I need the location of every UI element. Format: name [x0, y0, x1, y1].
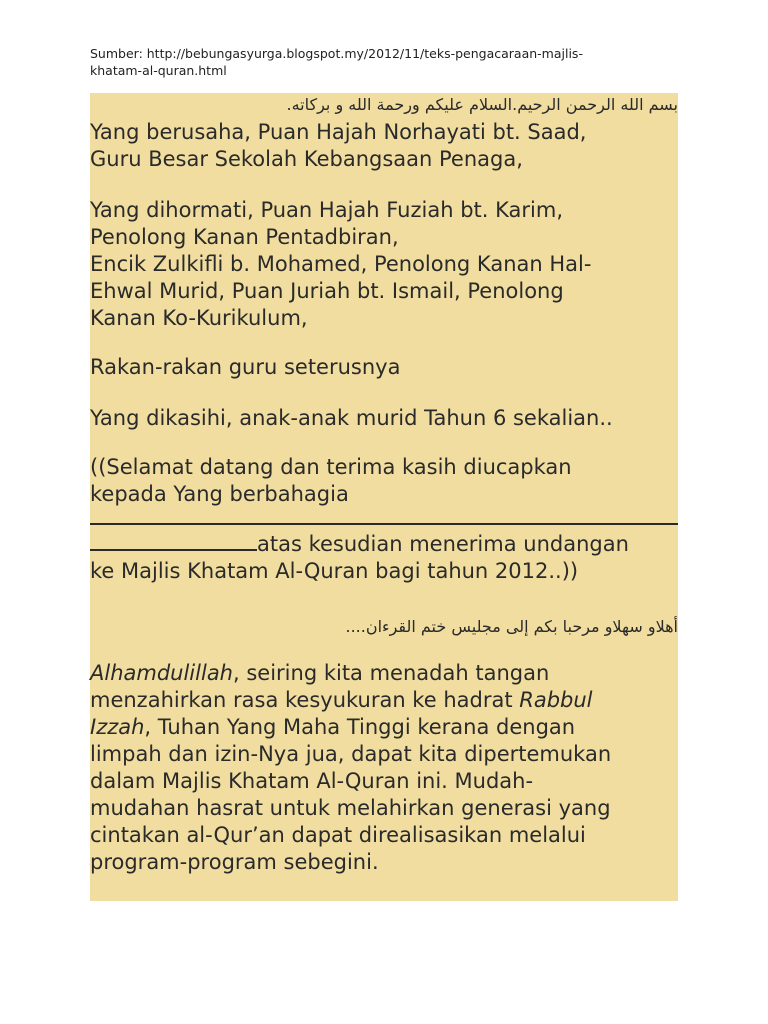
- closing-text: , Tuhan Yang Maha Tinggi kerana dengan: [144, 715, 576, 739]
- greeting-headmistress: [90, 119, 678, 173]
- closing-italic: Izzah: [90, 715, 145, 739]
- fill-in-blank-short: [90, 529, 257, 551]
- greeting-teachers: Rakan-rakan guru seterusnya: [90, 355, 401, 379]
- closing-line: cintakan al-Qur’an dapat direalisasikan melalui: [90, 823, 586, 847]
- greeting-senior-assistants: [90, 197, 678, 332]
- source-citation: [90, 45, 680, 79]
- fill-in-blank-line: [90, 522, 678, 525]
- greeting-line: Ehwal Murid, Puan Juriah bt. Ismail, Penolong: [90, 279, 564, 303]
- welcome-line: [90, 529, 678, 558]
- source-line-1: Sumber: http://bebungasyurga.blogspot.my/2012/11/teks-pengacaraan-majlis-: [90, 46, 583, 61]
- greeting-line: Encik Zulkifli b. Mohamed, Penolong Kanan Hal-: [90, 252, 592, 276]
- welcome-suffix: atas kesudian menerima undangan: [257, 532, 629, 556]
- welcome-paragraph: [90, 454, 678, 585]
- source-line-2: khatam-al-quran.html: [90, 63, 227, 78]
- greeting-line: Penolong Kanan Pentadbiran,: [90, 225, 399, 249]
- closing-line: [90, 687, 678, 714]
- welcome-arabic: أهلاو سهلاو مرحبا بكم إلى مجليس ختم القرءان....: [345, 617, 678, 636]
- closing-line: dalam Majlis Khatam Al-Quran ini. Mudah-: [90, 769, 534, 793]
- greeting-pupils: Yang dikasihi, anak-anak murid Tahun 6 sekalian..: [90, 406, 613, 430]
- closing-text: , seiring kita menadah tangan: [233, 661, 550, 685]
- welcome-line: kepada Yang berbahagia: [90, 482, 349, 506]
- closing-line: [90, 714, 678, 741]
- closing-text: menzahirkan rasa kesyukuran ke hadrat: [90, 688, 520, 712]
- salutation-arabic: بسم الله الرحمن الرحيم.السلام عليكم ورحمة الله و بركاته.: [286, 95, 678, 114]
- closing-line: [90, 660, 678, 687]
- greeting-line: Yang berusaha, Puan Hajah Norhayati bt. Saad,: [90, 120, 587, 144]
- closing-line: mudahan hasrat untuk melahirkan generasi yang: [90, 796, 611, 820]
- speech-text-panel: [90, 93, 678, 901]
- welcome-line: ((Selamat datang dan terima kasih diucapkan: [90, 455, 572, 479]
- greeting-line: Yang dihormati, Puan Hajah Fuziah bt. Karim,: [90, 198, 563, 222]
- greeting-line: Guru Besar Sekolah Kebangsaan Penaga,: [90, 147, 523, 171]
- closing-line: program-program sebegini.: [90, 850, 379, 874]
- closing-line: limpah dan izin-Nya jua, dapat kita dipertemukan: [90, 742, 612, 766]
- closing-italic: Alhamdulillah: [90, 661, 233, 685]
- closing-italic: Rabbul: [519, 688, 593, 712]
- greeting-line: Kanan Ko-Kurikulum,: [90, 306, 308, 330]
- welcome-line: ke Majlis Khatam Al-Quran bagi tahun 2012..)): [90, 559, 579, 583]
- closing-paragraph: [90, 660, 678, 876]
